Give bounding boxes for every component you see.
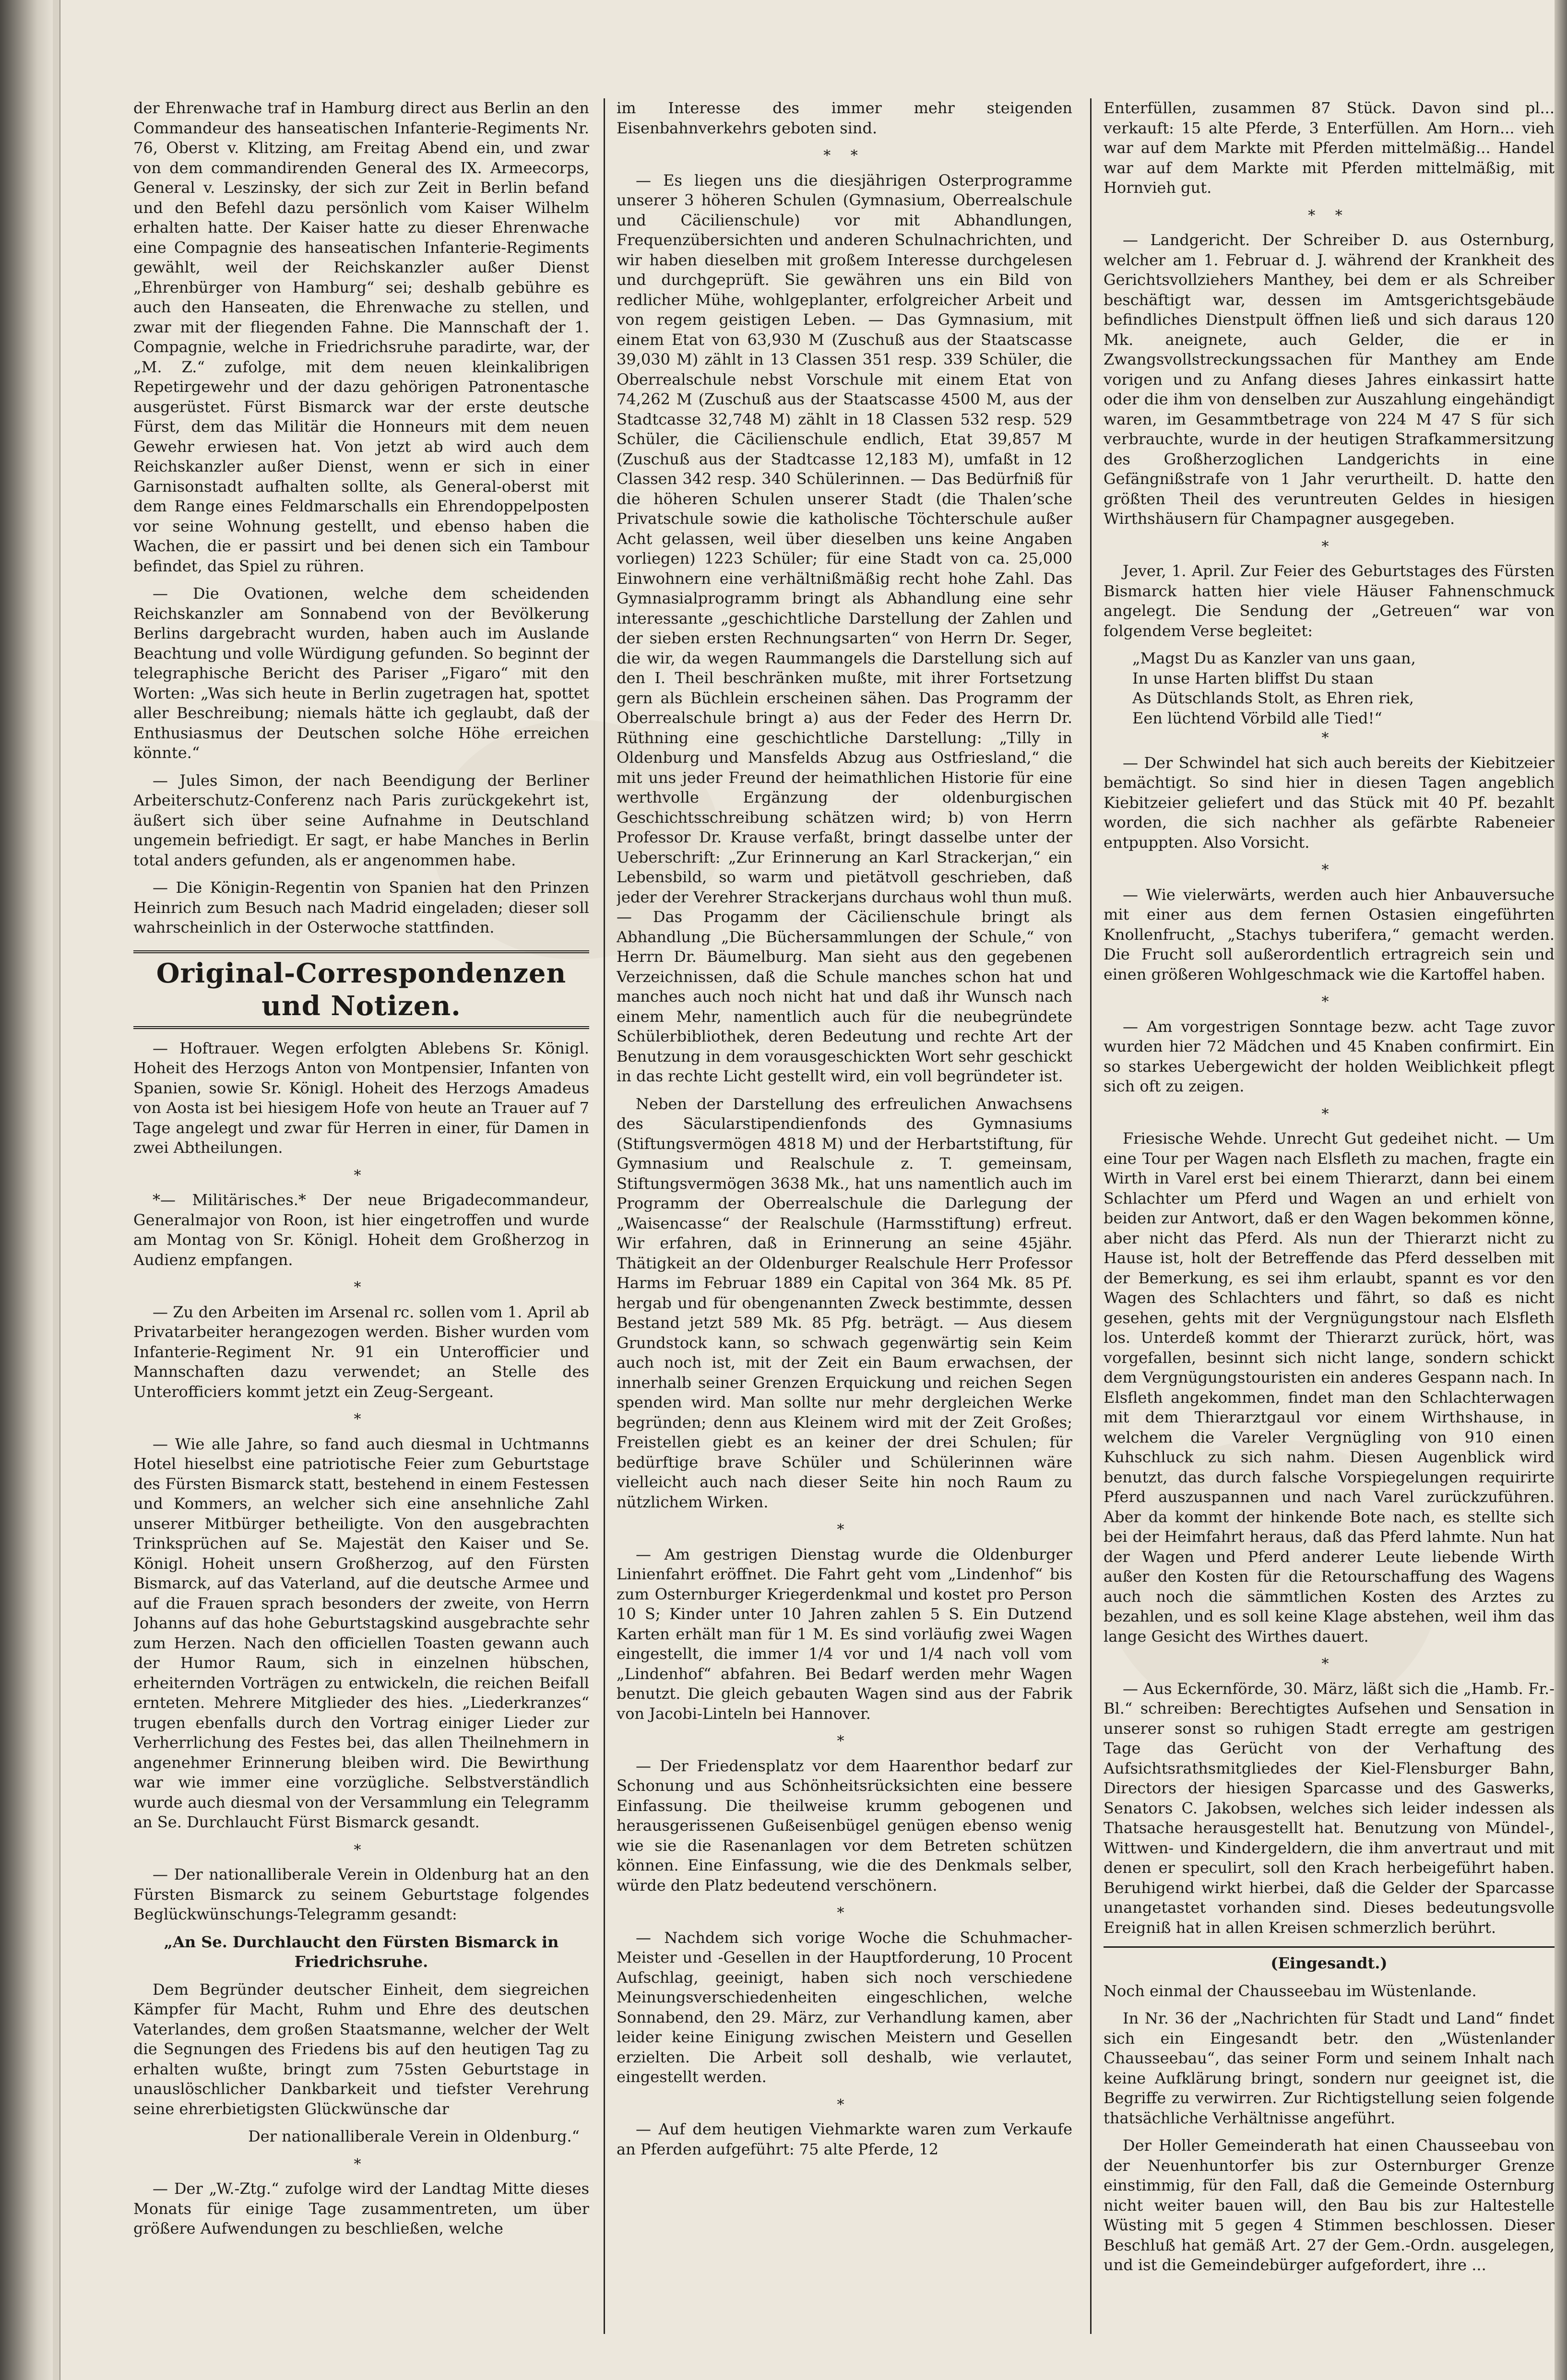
separator-star: * [1321,1105,1337,1123]
separator-star: * [354,2155,369,2173]
column-rule [604,98,605,2334]
separator-star: * [1321,862,1337,878]
article-paragraph: Enterfüllen, zusammen 87 Stück. Davon sind pl... verkauft: 15 alte Pferde, 3 Enterfüllen. Am Horn... vieh war auf dem Markte mit Pferden mittelmäßig... Handel war auf dem Markte mit Pferden mittelmäßig, mit Hornvieh gut. [1104,99,1555,197]
eingesandt-intro: Noch einmal der Chausseebau im Wüstenlande. [1104,1981,1477,2000]
article-paragraph: — Die Königin-Regentin von Spanien hat den Prinzen Heinrich zum Besuch nach Madrid eingeladen; dieser soll wahrscheinlich in der Osterwoche stattfinden. [133,878,589,936]
article-paragraph: In Nr. 36 der „Nachrichten für Stadt und Land“ findet sich ein Eingesandt betr. den „Wüstenlander Chausseebau“, das seiner Form und seinem Inhalt nach keine Aufklärung bringt, sondern nur geeignet ist, die Begriffe zu verwirren. Zur Richtigstellung seien folgende thatsächliche Verhältnisse angeführt. [1104,2009,1555,2127]
separator-star: * [837,1905,852,1921]
poem-line: Een lüchtend Vörbild alle Tied!“ [1132,709,1382,727]
article-paragraph: Der Holler Gemeinderath hat einen Chausseebau von der Neuenhuntorfer bis zur Osternburger Grenze einstimmig, für den Fall, daß die Gemeinde Osternburg nicht weiter bauen will, den Bau bis zur Haltestelle Wüsting mit 5 gegen 4 Stimmen beschlossen. Dieser Beschluß hat gemäß Art. 27 der Gem.-Ordn. ausgelegen, und ist die Gemeindebürger aufgefordert, ihre ... [1104,2136,1555,2274]
column-1 [133,98,589,2334]
article-paragraph: Jever, 1. April. Zur Feier des Geburtstages des Fürsten Bismarck hatten hier viele Häuser Fahnenschmuck angelegt. Die Sendung der „Getreuen“ war von folgendem Verse begleitet: [1104,562,1555,640]
telegram-text: Dem Begründer deutscher Einheit, dem siegreichen Kämpfer für Macht, Ruhm und Ehre des deutschen Vaterlandes, dem großen Staatsmanne, welcher der Welt die Segnungen des Friedens bis auf den heutigen Tag zu erhalten wußte, bringt zum 75sten Geburtstage in unauslöschlicher Dankbarkeit und tiefster Verehrung seine ehrerbietigsten Glückwünsche dar [133,1980,589,2118]
article-paragraph: Friesische Wehde. Unrecht Gut gedeihet nicht. — Um eine Tour per Wagen nach Elsfleth zu machen, fragte ein Wirth in Varel erst bei einem Thierarzt, dann bei einem Schlachter um Pferd und Wagen an und erhielt von beiden zur Antwort, daß er den Wagen bekommen könne, aber nicht das Pferd. Als nun der Thierarzt nicht zu Hause ist, holt der Betreffende das Pferd desselben mit der Bemerkung, es sei ihm erlaubt, spannt es vor den Wagen des Schlachters und fährt, so daß es nicht gesehen, gehts mit der Vergnügungstour nach Elsfleth los. Unterdeß kommt der Thierarzt zurück, hört, was vorgefallen, besinnt sich nicht lange, sondern schickt dem Vergnügungstouristen ein anderes Gespann nach. In Elsfleth angekommen, findet man den Schlachterwagen mit dem Thierarztgaul vor einem Wirthshause, in welchem die Vareler Vergnügling von 910 einen Kuhschluck zu sich nahm. Diesen Augenblick wird benutzt, das durch falsche Vorspiegelungen requirirte Pferd auszuspannen und nach Varel zurückzuführen. Aber da kommt der hinkende Bote nach, es stellte sich bei der Heimfahrt heraus, daß das Pferd lahmte. Nun hat der Wagen und Pferd anderer Leute liebende Wirth außer den Kosten für die Retourschaffung des Wagens auch noch die sämmtlichen Kosten des Arztes zu bezahlen, und es soll keine Klage abstehen, weil ihm das lange Gesicht des Wirthes dauert. [1104,1129,1555,1646]
article-paragraph: der Ehrenwache traf in Hamburg direct aus Berlin an den Commandeur des hanseatischen Infanterie-Regiments Nr. 76, Oberst v. Klitzing, am Freitag Abend ein, und zwar von dem commandirenden General des IX. Armeecorps, General v. Leszinsky, der sich zur Zeit in Berlin befand und den Befehl dazu persönlich vom Kaiser Wilhelm erhalten hatte. Der Kaiser hatte zu dieser Ehrenwache eine Compagnie des hanseatischen Infanterie-Regiments gewählt, weil der Reichskanzler außer Dienst „Ehrenbürger von Hamburg“ sei; deshalb gebühre es auch den Hanseaten, die Ehrenwache zu stellen, und zwar mit der fliegenden Fahne. Die Mannschaft der 1. Compagnie, welche in Friedrichsruhe paradirte, war, der „M. Z.“ zufolge, mit dem neuen kleinkalibrigen Repetirgewehr und der dazu gehörigen Patronentasche ausgerüstet. Fürst Bismarck war der erste deutsche Fürst, dem das Militär die Honneurs mit dem neuen Gewehr erwiesen hat. Von jetzt ab wird auch dem Reichskanzler außer Dienst, wenn er sich in einer Garnisonstadt aufhalten sollte, als General-oberst mit dem Range eines Feldmarschalls ein Ehrendoppelposten vor seine Wohnung gestellt, und ebenso haben die Wachen, die er passirt und bei denen sich ein Tambour befindet, das Spiel zu rühren. [133,99,589,575]
article-paragraph: — Am vorgestrigen Sonntage bezw. acht Tage zuvor wurden hier 72 Mädchen und 45 Knaben confirmirt. Ein so starkes Uebergewicht der holden Weiblichkeit pflegt sich oft zu zeigen. [1104,1017,1555,1095]
column-2 [617,98,1072,2334]
separator-star: * [1321,538,1337,555]
separator-star: * [354,1167,369,1184]
separator-star: * [354,1841,369,1859]
poem-line: As Dütschlands Stolt, as Ehren riek, [1132,689,1414,707]
article-paragraph: — Es liegen uns die diesjährigen Osterprogramme unserer 3 höheren Schulen (Gymnasium, Oberrealschule und Cäcilienschule) vor mit Abhandlungen, Frequenzübersichten und anderen Schulnachrichten, und wir haben dieselben mit großem Interesse durchgelesen und durchgeprüft. Sie gewähren uns ein Bild von redlicher Mühe, wohlgeplanter, erfolgreicher Arbeit und von regem geistigen Leben. — Das Gymnasium, mit einem Etat von 63,930 M (Zuschuß aus der Staatscasse 39,030 M) zählt in 13 Classen 351 resp. 339 Schüler, die Oberrealschule nebst Vorschule mit einem Etat von 74,262 M (Zuschuß aus der Staatscasse 4500 M, aus der Stadtcasse 32,748 M) zählt in 18 Classen 532 resp. 529 Schüler, die Cäcilienschule endlich, Etat 39,857 M (Zuschuß aus der Stadtcasse 12,183 M), umfaßt in 12 Classen 342 resp. 340 Schülerinnen. — Das Bedürfniß für die höheren Schulen unserer Stadt (die Thalen’sche Privatschule sowie die katholische Töchterschule außer Acht gelassen, weil über dieselben uns keine Angaben vorliegen) 1223 Schüler; für eine Stadt von ca. 25,000 Einwohnern eine verhältnißmäßig recht hohe Zahl. Das Gymnasialprogramm bringt als Abhandlung eine sehr interessante „geschichtliche Darstellung der Zahlen und der sieben ersten Rechnungsarten“ von Herrn Dr. Seger, die wir, da wegen Raummangels die Darstellung sich auf den I. Theil beschränken mußte, mit ihrer Fortsetzung gern als Büchlein erscheinen sähen. Das Programm der Oberrealschule bringt a) aus der Feder des Herrn Dr. Rüthning eine geschichtliche Darstellung: „Tilly in Oldenburg und Mansfelds Abzug aus Ostfriesland,“ die mit uns jeder Freund der heimathlichen Historie für eine werthvolle Ergänzung der oldenburgischen Geschichtsschreibung schätzen wird; b) von Herrn Professor Dr. Krause verfaßt, bringt dasselbe unter der Ueberschrift: „Zur Erinnerung an Karl Strackerjan,“ ein Lebensbild, so warm und pietätvoll geschrieben, daß jeder der Verehrer Strackerjans durchaus wohl thun muß. — Das Progamm der Cäcilienschule bringt als Abhandlung „Die Büchersammlungen der Schule,“ von Herrn Dr. Bäumelburg. Man sieht aus den gegebenen Verzeichnissen, daß die Schule manches schon hat und manches auch noch nicht hat und daß ihr Wunsch nach einem Mehr, namentlich auch für die neubegründete Schülerbibliothek, deren Bedeutung und rechte Art der Benutzung in dem vorausgeschickten Wort sehr geschickt in das rechte Licht gestellt wird, ein voll begründeter ist. [617,171,1072,1085]
article-paragraph: — Aus Eckernförde, 30. März, läßt sich die „Hamb. Fr.-Bl.“ schreiben: Berechtigtes Aufsehen und Sensation in unserer sonst so ruhigen Stadt erregte am gestrigen Tage das Gerücht von der Verhaftung des Aufsichtsrathsmitgliedes der Kiel-Flensburger Bahn, Directors der hiesigen Sparcasse und des Gaswerks, Senators C. Jakobsen, welches sich leider indessen als Thatsache herausgestellt hat. Benutzung von Mündel-, Wittwen- und Kindergeldern, die ihm anvertraut und mit denen er speculirt, soll den Krach herbeigeführt haben. Beruhigend wirkt hierbei, daß die Gelder der Sparcasse unangetastet vorhanden sind. Dieses bedeutungsvolle Ereigniß hat in allen Kreisen schmerzlich berührt. [1104,1679,1555,1937]
article-paragraph: — Nachdem sich vorige Woche die Schuhmacher-Meister und -Gesellen in der Hauptforderung, 10 Procent Aufschlag, geeinigt, haben sich noch verschiedene Meinungsverschiedenheiten eingeschlichen, welche Sonnabend, den 29. März, zur Verhandlung kamen, aber leider keine Einigung zwischen Meistern und Gesellen erzielten. Die Arbeit soll deshalb, wie verlautet, eingestellt werden. [617,1928,1072,2086]
article-paragraph: — Wie alle Jahre, so fand auch diesmal in Uchtmanns Hotel hieselbst eine patriotische Feier zum Geburtstage des Fürsten Bismarck statt, bestehend in einem Festessen und Kommers, an welcher sich eine ansehnliche Zahl unserer Mitbürger betheiligte. Von den ausgebrachten Trinksprüchen auf Se. Majestät den Kaiser und Se. Königl. Hoheit unsern Großherzog, auf den Fürsten Bismarck, auf das Vaterland, auf die deutsche Armee und auf die Frauen sprach besonders der zweite, von Herrn Johanns auf das hohe Geburtstagskind ausgebrachte sehr zum Herzen. Nach den officiellen Toasten gewann auch der Humor Raum, sich in einzelnen hübschen, erheiternden Vorträgen zu entwickeln, die reichen Beifall ernteten. Mehrere Mitglieder des hies. „Liederkranzes“ trugen ebenfalls durch den Vortrag einiger Lieder zur Verherrlichung des Festes bei, das allen Theilnehmern in angenehmer Erinnerung bleiben wird. Die Bewirthung war wie immer eine vorzügliche. Selbstverständlich wurde auch diesmal von der Versammlung ein Telegramm an Se. Durchlaucht Fürst Bismarck gesandt. [133,1434,589,1831]
article-paragraph: — Landgericht. Der Schreiber D. aus Osternburg, welcher am 1. Februar d. J. während der Krankheit des Gerichtsvollziehers Manthey, bei dem er als Schreiber beschäftigt war, dessen im Amtsgerichtsgebäude befindliches Dienstpult öffnen ließ und sich daraus 120 Mk. aneignete, auch Gelder, die er in Zwangsvollstreckungssachen für Manthey am Ende vorigen und zu Anfang dieses Jahres einkassirt hatte oder die ihm von denselben zur Auszahlung eingehändigt waren, im Gesammtbetrage von 224 M 47 S für sich verbrauchte, wurde in der heutigen Strafkammersitzung des Großherzoglichen Landgerichts in eine Gefängnißstrafe von 1 Jahr verurtheilt. D. hatte den größten Theil des veruntreuten Geldes in hiesigen Wirthshäusern für Champagner ausgegeben. [1104,231,1555,528]
poem-line: In unse Harten bliffst Du staan [1132,669,1374,687]
article-paragraph: — Der Schwindel hat sich auch bereits der Kiebitzeier bemächtigt. So sind hier in diesen Tagen angeblich Kiebitzeier geliefert und das Stück mit 40 Pf. bezahlt worden, die sich nachher als gefärbte Rabeneier entpuppten. Also Vorsicht. [1104,753,1555,852]
telegram-signature: Der nationalliberale Verein in Oldenburg.“ [248,2127,580,2145]
telegram-address: „An Se. Durchlaucht den Fürsten Bismarck in Friedrichsruhe. [164,1932,559,1971]
poem [1104,649,1555,728]
article-paragraph: — Am gestrigen Dienstag wurde die Oldenburger Linienfahrt eröffnet. Die Fahrt geht vom „Lindenhof“ bis zum Osternburger Kriegerdenkmal und kostet pro Person 10 S; Kinder unter 10 Jahren zahlen 5 S. Ein Dutzend Karten erhält man für 1 M. Es sind vorläufig zwei Wagen eingestellt, die immer 1/4 vor und 1/4 nach voll vom „Lindenhof“ abfahren. Bei Bedarf werden mehr Wagen benutzt. Die gleich gebauten Wagen sind aus der Fabrik von Jacobi-Linteln bei Hannover. [617,1545,1072,1723]
poem-line: „Magst Du as Kanzler van uns gaan, [1132,649,1416,667]
separator-star: * [1321,994,1337,1010]
column-rule [1090,98,1092,2334]
section-heading: Original-Correspondenzen und Notizen. [133,950,589,1029]
separator-star: * [1321,1656,1337,1672]
separator-star: * * [823,147,866,164]
article-paragraph: — Zu den Arbeiten im Arsenal rc. sollen vom 1. April ab Privatarbeiter herangezogen werden. Bisher wurden vom Infanterie-Regiment Nr. 91 ein Unterofficier und Mannschaften dazu verwendet; an Stelle des Unterofficiers kommt jetzt ein Zeug-Sergeant. [133,1302,589,1401]
separator-star: * [354,1411,369,1428]
page-edge [1555,0,1567,2380]
separator-star: * [1321,730,1337,746]
article-paragraph: — Auf dem heutigen Viehmarkte waren zum Verkaufe an Pferden aufgeführt: 75 alte Pferde, 12 [617,2120,1072,2158]
eingesandt-title: (Eingesandt.) [1270,1954,1388,1972]
article-paragraph: — Der „W.-Ztg.“ zufolge wird der Landtag Mitte dieses Monats für einige Tage zusammentreten, um über größere Aufwendungen zu beschließen, welche [133,2179,589,2238]
separator-star: * [837,2096,852,2113]
article-paragraph: — Hoftrauer. Wegen erfolgten Ablebens Sr. Königl. Hoheit des Herzogs Anton von Montpensier, Infanten von Spanien, sowie Sr. Königl. Hoheit des Herzogs Amadeus von Aosta ist bei hiesigem Hofe von heute an Trauer auf 7 Tage angelegt und zwar für Herren in einer, für Damen in zwei Abtheilungen. [133,1039,589,1157]
eingesandt-section [1104,1946,1555,2275]
article-paragraph: *— Militärisches.* Der neue Brigadecommandeur, Generalmajor von Roon, ist hier eingetroffen und wurde am Montag von Sr. Königl. Hoheit dem Großherzog in Audienz empfangen. [133,1191,589,1269]
column-3 [1104,98,1555,2334]
article-paragraph: — Wie vielerwärts, werden auch hier Anbauversuche mit einer aus dem fernen Ostasien eingeführten Knollenfrucht, „Stachys tuberifera,“ gemacht werden. Die Frucht soll außerordentlich ertragreich sein und einen größeren Wohlgeschmack wie die Kartoffel haben. [1104,885,1555,983]
separator-star: * * [1308,207,1350,224]
article-paragraph: im Interesse des immer mehr steigenden Eisenbahnverkehrs geboten sind. [617,99,1072,137]
article-paragraph: — Die Ovationen, welche dem scheidenden Reichskanzler am Sonnabend von der Bevölkerung Berlins dargebracht wurden, haben auch im Auslande Beachtung und volle Würdigung gefunden. So beginnt der telegraphische Bericht des Pariser „Figaro“ mit den Worten: „Was sich heute in Berlin zugetragen hat, spottet aller Beschreibung; niemals hätte ich geglaubt, daß der Enthusiasmus der Deutschen solche Höhe erreichen könnte.“ [133,584,589,762]
article-paragraph: — Jules Simon, der nach Beendigung der Berliner Arbeiterschutz-Conferenz nach Paris zurückgekehrt ist, äußert sich über seine Aufnahme in Deutschland ungemein befriedigt. Er sagt, er habe Manches in Berlin total anders gefunden, als er angenommen habe. [133,771,589,869]
separator-star: * [837,1521,852,1538]
separator-star: * [837,1733,852,1750]
article-paragraph: Neben der Darstellung des erfreulichen Anwachsens des Säcularstipendienfonds des Gymnasiums (Stiftungsvermögen 4818 M) und der Herbartstiftung, für Gymnasium und Realschule z. T. gemeinsam, Stiftungsvermögen 3638 Mk., hat uns namentlich auch im Programm der Oberrealschule die Darlegung der „Waisencasse“ der Realschule (Harmsstiftung) erfreut. Wir erfahren, daß in Erinnerung an seine 45jähr. Thätigkeit an der Oldenburger Realschule Herr Professor Harms im Februar 1889 ein Capital von 364 Mk. 85 Pf. hergab und für obengenannten Zweck bestimmte, dessen Bestand jetzt 589 Mk. 85 Pfg. beträgt. — Aus diesem Grundstock kann, so schwach gegenwärtig sein Keim auch noch ist, mit der Zeit ein Baum erwachsen, der innerhalb seiner Grenzen Erquickung und reichen Segen spenden wird. Man sollte nur mehr dergleichen Werke begründen; denn aus Kleinem wird mit der Zeit Großes; Freistellen giebt es an keiner der drei Schulen; für bedürftige brave Schüler und Schülerinnen wäre vielleicht auch nach dieser Seite hin noch Raum zu nützlichem Wirken. [617,1094,1072,1511]
article-paragraph: — Der Friedensplatz vor dem Haarenthor bedarf zur Schonung und aus Schönheitsrücksichten eine bessere Einfassung. Die theilweise krumm gebogenen und herausgerissenen Gußeisenbügel genügen ebenso wenig wie sie die Rasenanlagen vor dem Betreten schützen können. Eine Einfassung, wie die des Denkmals selber, würde den Platz bedeutend verschönern. [617,1756,1072,1895]
separator-star: * [354,1279,369,1296]
page-gutter [53,0,60,2380]
article-paragraph: — Der nationalliberale Verein in Oldenburg hat an den Fürsten Bismarck zu seinem Geburtstage folgendes Beglückwünschungs-Telegramm gesandt: [133,1865,589,1923]
book-spine [0,0,53,2380]
